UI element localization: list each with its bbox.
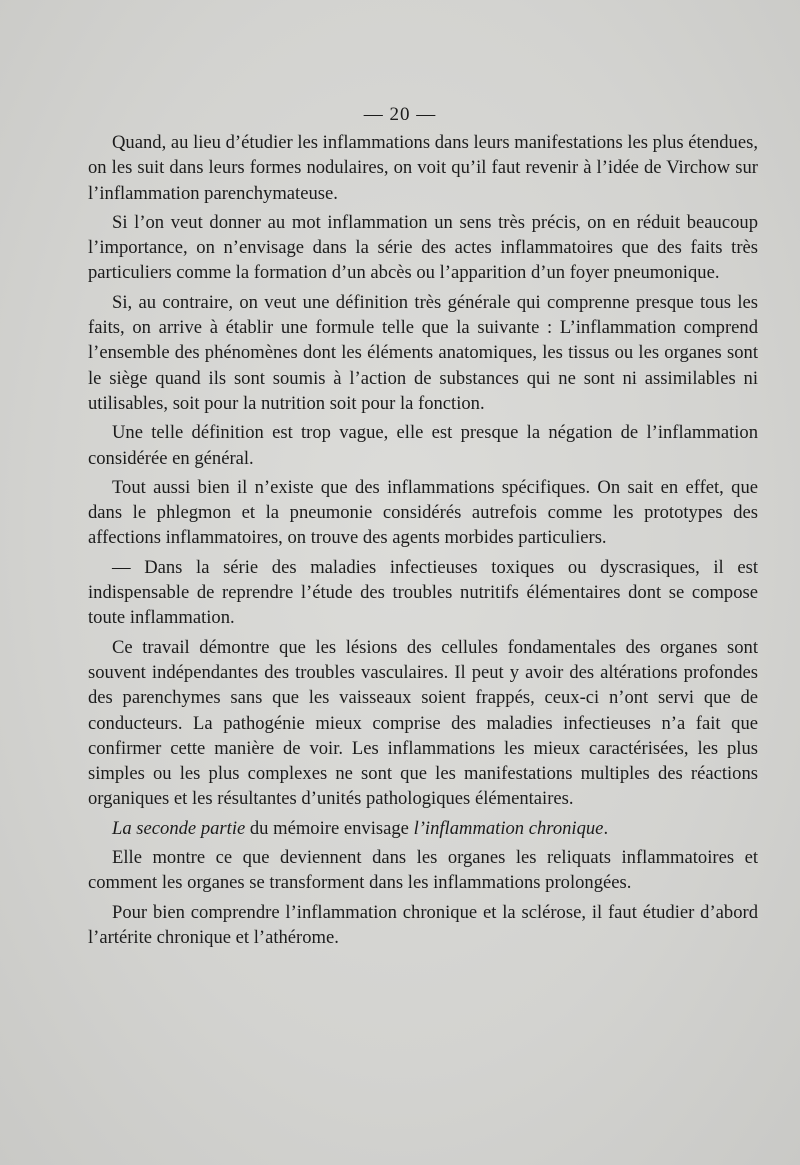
italic-chronic-inflammation: l’inflammation chronique xyxy=(413,817,604,839)
paragraph-sclerosis: Pour bien comprendre l’inflammation chronique et la sclérose, il faut étudier d’abord l’artérite chronique et l’athérome. xyxy=(88,901,758,948)
page-number: — 20 — xyxy=(363,104,437,125)
paragraph-vague-definition: Une telle définition est trop vague, elle est presque la négation de l’inflammation considérée en général. xyxy=(88,422,758,469)
second-part-end: . xyxy=(603,817,609,839)
paragraph-second-part xyxy=(88,816,758,841)
paragraph-cell-lesions: Ce travail démontre que les lésions des cellules fondamentales des organes sont souvent indépendantes des troubles vasculaires. Il peut y avoir des altérations profondes des parenchymes sans que les vaisseaux soient frappés, ceux-ci n’ont servi que de conducteurs. La pathogénie mieux comprise des maladies infectieuses n’a fait que confirmer cette manière de voir. Les inflammations les mieux caractérisées, les plus simples ou les plus complexes ne sont que les manifestations multiples des réactions organiques et les résultantes d’unités pathologiques élémentaires. xyxy=(88,636,758,810)
paragraph-infectious-diseases: — Dans la série des maladies infectieuses toxiques ou dyscrasiques, il est indispensable de reprendre l’étude des troubles nutritifs élémentaires dont se compose toute inflammation. xyxy=(88,556,758,629)
paragraph-reliquats: Elle montre ce que deviennent dans les organes les reliquats inflammatoires et comment les organes se transforment dans les inflammations prolongées. xyxy=(88,847,758,894)
paragraph-general-definition: Si, au contraire, on veut une définition très générale qui comprenne presque tous les faits, on arrive à établir une formule telle que la suivante : L’inflammation comprend l’ensemble des phénomènes dont les éléments anatomiques, les tissus ou les organes sont le siège quand ils sont soumis à l’action de substances qui ne sont ni assimilables ni utilisables, soit pour la nutrition soit pour la fonction. xyxy=(88,291,758,414)
paragraph-virchow: Quand, au lieu d’étudier les inflammations dans leurs manifestations les plus étendues, on les suit dans leurs formes nodulaires, on voit qu’il faut revenir à l’idée de Virchow sur l’inflammation parenchymateuse. xyxy=(88,132,758,204)
paragraph-precise-definition: Si l’on veut donner au mot inflammation un sens très précis, on en réduit beaucoup l’importance, on n’envisage dans la série des actes inflammatoires que des faits très particuliers comme la formation d’un abcès ou l’apparition d’un foyer pneumonique. xyxy=(88,211,758,284)
body-text xyxy=(88,130,758,950)
second-part-middle: du mémoire envisage xyxy=(245,817,414,839)
paragraph-specific-inflammations: Tout aussi bien il n’existe que des inflammations spécifiques. On sait en effet, que dans le phlegmon et la pneumonie considérés autrefois comme les prototypes des affections inflammatoires, on trouve des agents morbides particuliers. xyxy=(88,476,758,549)
italic-second-part: La seconde partie xyxy=(112,817,246,839)
